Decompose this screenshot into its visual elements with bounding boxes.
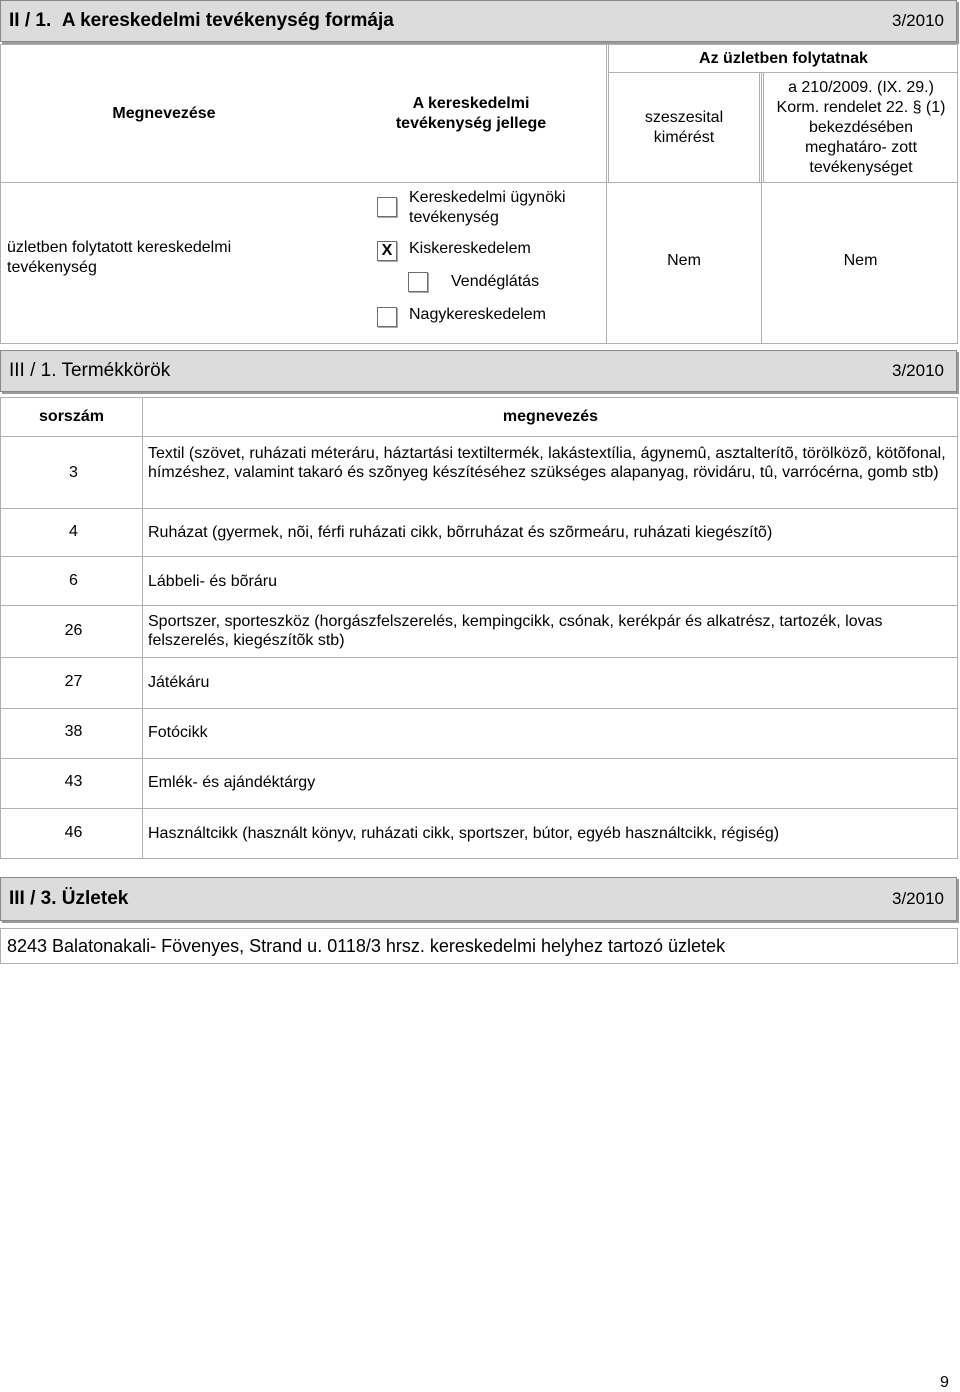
products-col-divider — [142, 709, 143, 758]
row-description: Sportszer, sporteszköz (horgászfelszerelés, kempingcikk, csónak, kerékpár és alkatrész, tartozék, lovas felszerelés, kiegészítõk stb) — [148, 613, 883, 649]
products-col-divider-header — [142, 398, 143, 436]
row-description: Ruházat (gyermek, nõi, férfi ruházati cikk, bõrruházat és szõrmeáru, ruházati kiegészítõ) — [148, 524, 773, 541]
option-label-wholesale: Nagykereskedelem — [409, 306, 546, 323]
col-alcohol-header: szeszesital kimérést — [608, 72, 760, 183]
shops-box — [0, 928, 958, 964]
row-number: 4 — [69, 523, 78, 540]
products-col-divider — [142, 606, 143, 657]
products-col-divider — [142, 658, 143, 708]
col-regulated-header: a 210/2009. (IX. 29.) Korm. rendelet 22. § (1) bekezdésében meghatáro- zott tevékenységet — [763, 72, 958, 183]
section2-year: 3/2010 — [892, 361, 944, 380]
row-name: üzletben folytatott kereskedelmi tevékenység — [7, 239, 232, 276]
row-description: Játékáru — [148, 674, 210, 691]
row-number: 46 — [64, 824, 83, 841]
row-number: 27 — [64, 673, 83, 690]
section2-title: III / 1. Termékkörök — [9, 360, 171, 381]
section2-header — [0, 350, 957, 392]
section3-year: 3/2010 — [892, 889, 944, 908]
table-row — [0, 809, 958, 859]
row-number: 43 — [64, 773, 83, 790]
table-row — [0, 557, 958, 606]
option-label-retail: Kiskereskedelem — [409, 240, 531, 257]
table-row — [0, 606, 958, 658]
option-label-agent: Kereskedelmi ügynöki tevékenység — [409, 189, 566, 226]
products-col-divider — [142, 437, 143, 508]
table-row — [0, 709, 958, 759]
shops-value: 8243 Balatonakali- Fövenyes, Strand u. 0118/3 hrsz. kereskedelmi helyhez tartozó üzletek — [7, 936, 726, 956]
option-label-hospitality: Vendéglátás — [451, 273, 540, 290]
option-checkbox-wholesale[interactable] — [377, 307, 397, 327]
col-desc-header: megnevezés — [502, 408, 599, 425]
page-number: 9 — [940, 1374, 949, 1391]
option-checkbox-agent[interactable] — [377, 197, 397, 217]
row-description: Textil (szövet, ruházati méteráru, háztartási textiltermék, lakástextília, ágynemû, asztalterítõ, törölközõ, kötõfonal, hímzéshez, valamint takaró és szõnyeg készítéséhez szükséges alapanyag, rövidáru, tû, varrócérna, gomb stb) — [148, 445, 946, 481]
row-description: Emlék- és ajándéktárgy — [148, 774, 316, 791]
regulated-value: Nem — [843, 252, 878, 269]
row-number: 3 — [69, 464, 78, 481]
section3-header — [0, 877, 957, 921]
header-divider — [1, 182, 957, 183]
option-checkbox-hospitality[interactable] — [408, 272, 428, 292]
section1-year: 3/2010 — [892, 11, 944, 30]
activity-table — [0, 44, 958, 344]
products-col-divider — [142, 809, 143, 858]
col-type-header: A kereskedelmi tevékenység jellege — [395, 94, 547, 132]
products-col-divider — [142, 509, 143, 556]
products-header-row — [0, 397, 958, 437]
table-row — [0, 759, 958, 809]
row-description: Használtcikk (használt könyv, ruházati cikk, sportszer, bútor, egyéb használtcikk, régiség) — [148, 825, 780, 842]
section1-title: II / 1. A kereskedelmi tevékenység formája — [9, 10, 394, 31]
products-col-divider — [142, 557, 143, 605]
col-num-header: sorszám — [39, 408, 104, 425]
table-row — [0, 509, 958, 557]
alcohol-value: Nem — [667, 252, 701, 269]
section1-header — [0, 0, 957, 42]
table-row — [0, 437, 958, 509]
table-row — [0, 658, 958, 709]
col-divider-1 — [606, 45, 607, 343]
row-number: 6 — [69, 572, 78, 589]
products-col-divider — [142, 759, 143, 808]
row-description: Fotócikk — [148, 724, 208, 741]
row-number: 26 — [64, 622, 83, 639]
col-group-header: Az üzletben folytatnak — [608, 45, 958, 73]
products-table — [0, 397, 958, 859]
section3-title: III / 3. Üzletek — [9, 888, 129, 909]
row-description: Lábbeli- és bõráru — [148, 573, 277, 590]
row-number: 38 — [64, 723, 83, 740]
option-checkbox-retail[interactable]: X — [377, 241, 397, 261]
col-name-header: Megnevezése — [112, 104, 216, 122]
col-divider-2 — [761, 72, 762, 343]
